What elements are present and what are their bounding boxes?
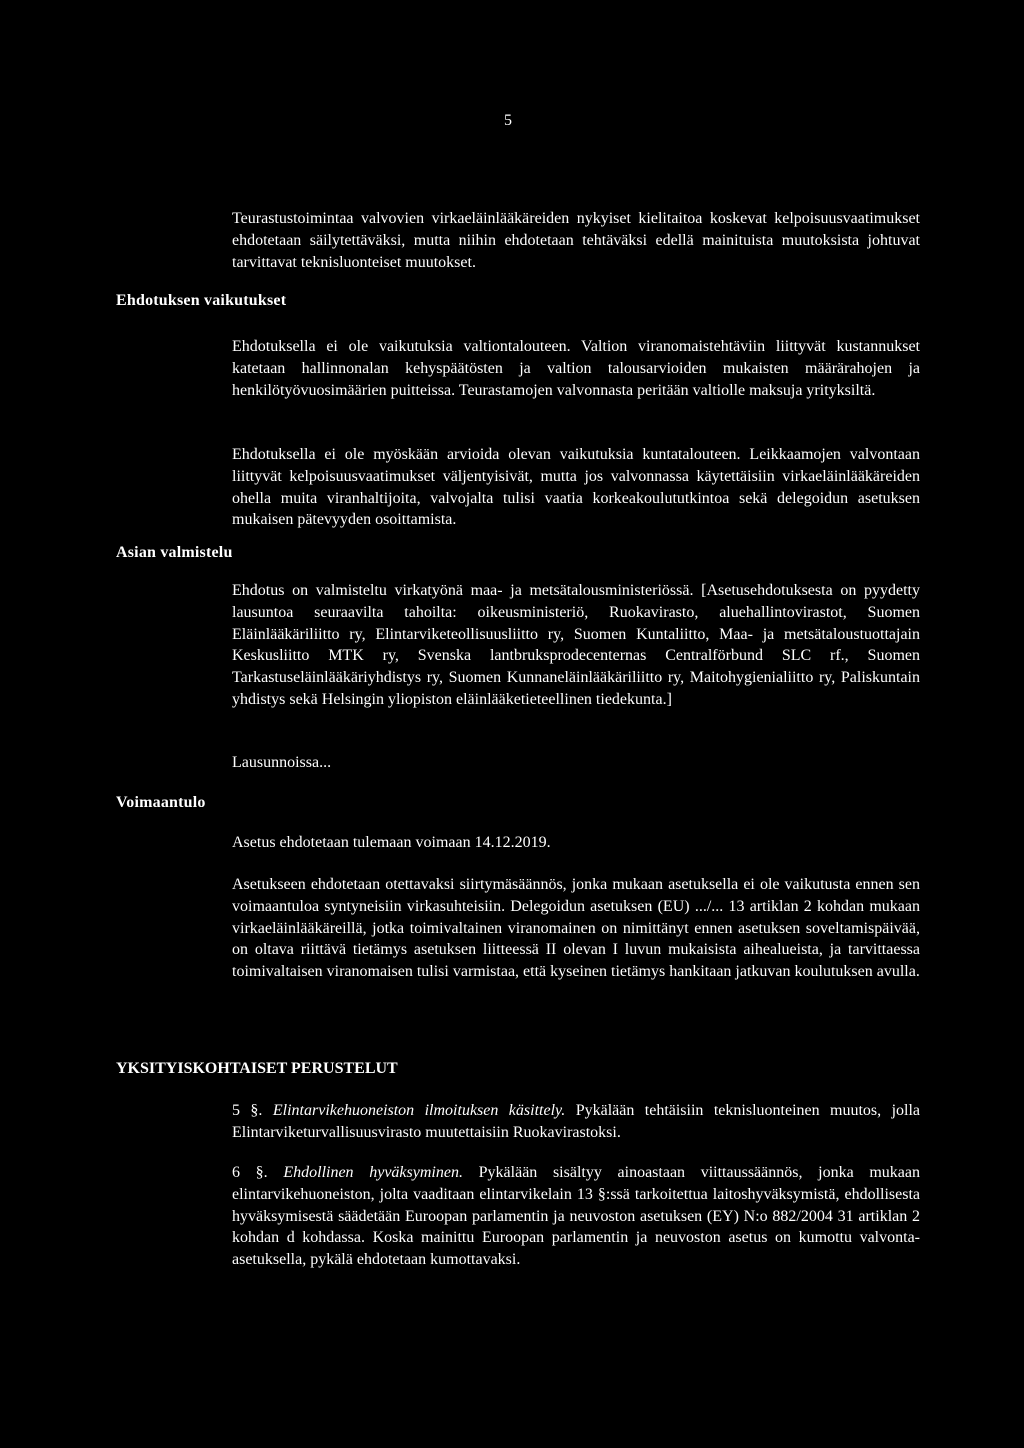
page-number: 5 xyxy=(504,112,512,129)
article-5-number: 5 §. xyxy=(232,1102,263,1119)
voimaantulo-paragraph-1: Asetus ehdotetaan tulemaan voimaan 14.12.2019. xyxy=(232,834,551,851)
vaikutukset-paragraph-1: Ehdotuksella ei ole vaikutuksia valtiontalouteen. Valtion viranomaistehtäviin liittyvät kustannukset katetaan hallinnonalan kehyspäätösten ja valtion talousarvioiden mukaisten määrärahojen ja henkilötyövuosimäärien puitteissa. Teurastamojen valvonnasta peritään valtiolle maksuja yrityksiltä. xyxy=(232,338,920,399)
intro-paragraph: Teurastustoimintaa valvovien virkaeläinlääkäreiden nykyiset kielitaitoa koskevat kelpoisuusvaatimukset ehdotetaan säilytettäväksi, mutta niihin ehdotetaan tehtäväksi edellä mainituista muutoksista johtuvat tarvittavat teknisluonteiset muutokset. xyxy=(232,210,920,271)
article-6-number: 6 §. xyxy=(232,1164,268,1181)
article-5-title: Elintarvikehuoneiston ilmoituksen käsittely. xyxy=(272,1102,566,1119)
article-5 xyxy=(232,1100,920,1144)
article-5-text: Pykälään tehtäisiin teknisluonteinen muutos, jolla Elintarviketurvallisuusvirasto muutettaisiin Ruokavirastoksi. xyxy=(232,1102,921,1141)
valmistelu-paragraph-1: Ehdotus on valmisteltu virkatyönä maa- ja metsätalousministeriössä. [Asetusehdotuksesta on pyydetty lausuntoa seuraavilta tahoilta: oikeusministeriö, Ruokavirasto, aluehallintovirastot, Suomen Eläinlääkäriliitto ry, Elintarviketeollisuusliitto ry, Suomen Kuntaliitto, Maa- ja metsätaloustuottajain Keskusliitto MTK ry, Svenska lantbruksprodecenternas Centralförbund SLC rf., Suomen Tarkastuseläinlääkäriyhdistys ry, Suomen Kunnaneläinlääkäriliitto ry, Maitohygienialiitto ry, Paliskuntain yhdistys sekä Helsingin yliopiston eläinlääketieteellinen tiedekunta.] xyxy=(232,582,920,708)
heading-voimaantulo: Voimaantulo xyxy=(116,794,206,811)
article-6-title: Ehdollinen hyväksyminen. xyxy=(283,1164,463,1181)
heading-vaikutukset: Ehdotuksen vaikutukset xyxy=(116,292,287,309)
vaikutukset-paragraph-2: Ehdotuksella ei ole myöskään arvioida olevan vaikutuksia kuntatalouteen. Leikkaamojen valvontaan liittyvät kelpoisuusvaatimukset väljentyisivät, mutta jos valvonnassa käytettäisiin virkaeläinlääkäreiden ohella muita viranhaltijoita, valvojalta tulisi vaatia korkeakoulututkintoa sekä delegoidun asetuksen mukaisen pätevyyden osoittamista. xyxy=(232,446,920,529)
heading-valmistelu: Asian valmistelu xyxy=(116,544,233,561)
valmistelu-paragraph-2: Lausunnoissa... xyxy=(232,754,332,771)
detailed-heading: YKSITYISKOHTAISET PERUSTELUT xyxy=(116,1060,398,1077)
article-6 xyxy=(232,1162,920,1271)
voimaantulo-paragraph-2: Asetukseen ehdotetaan otettavaksi siirtymäsäännös, jonka mukaan asetuksella ei ole vaikutusta ennen sen voimaantuloa syntyneisiin virkasuhteisiin. Delegoidun asetuksen (EU) .../... 13 artiklan 2 kohdan mukaan virkaeläinlääkäreillä, jotka toimivaltainen viranomainen on nimittänyt ennen asetuksen soveltamispäivää, on oltava riittävä tietämys asetuksen liitteessä II olevan I luvun mukaisista aihealueista, ja tarvittaessa toimivaltaisen viranomaisen tulisi varmistaa, että kyseinen tietämys hankitaan jatkuvan koulutuksen avulla. xyxy=(232,876,920,981)
article-6-text: Pykälään sisältyy ainoastaan viittaussäännös, jonka mukaan elintarvikehuoneiston, jolta vaaditaan elintarvikelain 13 §:ssä tarkoitettua laitoshyväksymistä, ehdollisesta hyväksymisestä säädetään Euroopan parlamentin ja neuvoston asetuksen (EY) N:o 882/2004 31 artiklan 2 kohdan d kohdassa. Koska mainittu Euroopan parlamentin ja neuvoston asetus on kumottu valvonta-asetuksella, pykälä ehdotetaan kumottavaksi. xyxy=(232,1164,921,1269)
